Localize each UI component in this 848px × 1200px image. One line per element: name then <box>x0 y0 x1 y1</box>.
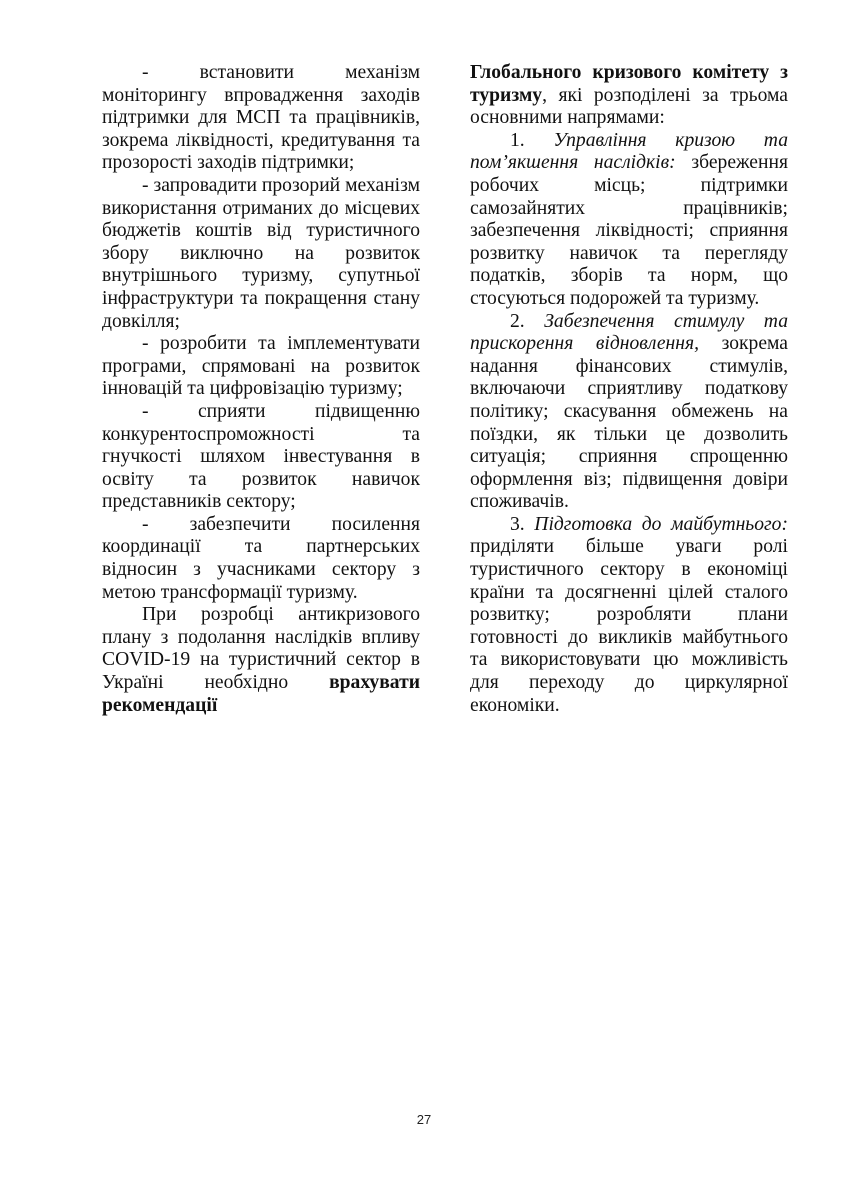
page-number: 27 <box>416 1112 432 1127</box>
item-title: Підготовка до майбутнього: <box>534 513 788 535</box>
item-title: Управління кризою та пом’якшення наслідків: <box>470 129 788 174</box>
left-column <box>102 62 420 717</box>
intro-bold-text: Глобального кризового комітету з туризму <box>470 62 788 106</box>
bullet-item: - забезпечити посилення координації та партнерських відносин з учасниками сектору з метою трансформації туризму. <box>102 513 420 603</box>
closing-bold-text: врахувати рекомендації <box>102 672 420 716</box>
bullet-item: - запровадити прозорий механізм використання отриманих до місцевих бюджетів коштів від туристичного збору виключно на розвиток внутрішнього туризму, супутньої інфраструктури та покращення стану довкілля; <box>102 174 420 332</box>
numbered-item <box>470 311 788 514</box>
right-column <box>470 62 788 717</box>
item-text: зокрема надання фінансових стимулів, включаючи сприятливу податкову політику; скасування обмежень на поїздки, як тільки це дозволить ситуація; сприяння спрощенню оформлення віз; підвищення довіри споживачів. <box>470 333 788 513</box>
item-text: збереження робочих місць; підтримки самозайнятих працівників; забезпечення ліквідності; сприяння розвитку навичок та перегляду податків, зборів та норм, що стосуються подорожей та туризму. <box>470 152 788 309</box>
item-number: 3. <box>510 513 525 535</box>
closing-text: При розробці антикризового плану з подолання наслідків впливу COVID-19 на туристичний сектор в Україні необхідно <box>102 604 420 694</box>
bullet-item: - розробити та імплементувати програми, спрямовані на розвиток інновацій та цифровізацію туризму; <box>102 333 420 400</box>
item-number: 2. <box>510 310 525 332</box>
numbered-item <box>470 130 788 311</box>
bullet-item: - встановити механізм моніторингу впровадження заходів підтримки для МСП та працівників, зокрема ліквідності, кредитування та прозорості заходів підтримки; <box>102 62 420 174</box>
item-number: 1. <box>510 129 525 151</box>
item-title: Забезпечення стимулу та прискорення відновлення, <box>470 310 788 355</box>
bullet-item: - сприяти підвищенню конкурентоспроможності та гнучкості шляхом інвестування в освіту та розвиток навичок представників сектору; <box>102 400 420 513</box>
closing-paragraph <box>102 604 420 717</box>
item-text: приділяти більше уваги ролі туристичного сектору в економіці країни та досягненні цілей сталого розвитку; розробляти плани готовності до викликів майбутнього та використовувати цю можливість для переходу до циркулярної економіки. <box>470 536 788 716</box>
intro-paragraph <box>470 62 788 130</box>
intro-text: , які розподілені за трьома основними напрямами: <box>470 84 788 129</box>
numbered-item <box>470 514 788 717</box>
